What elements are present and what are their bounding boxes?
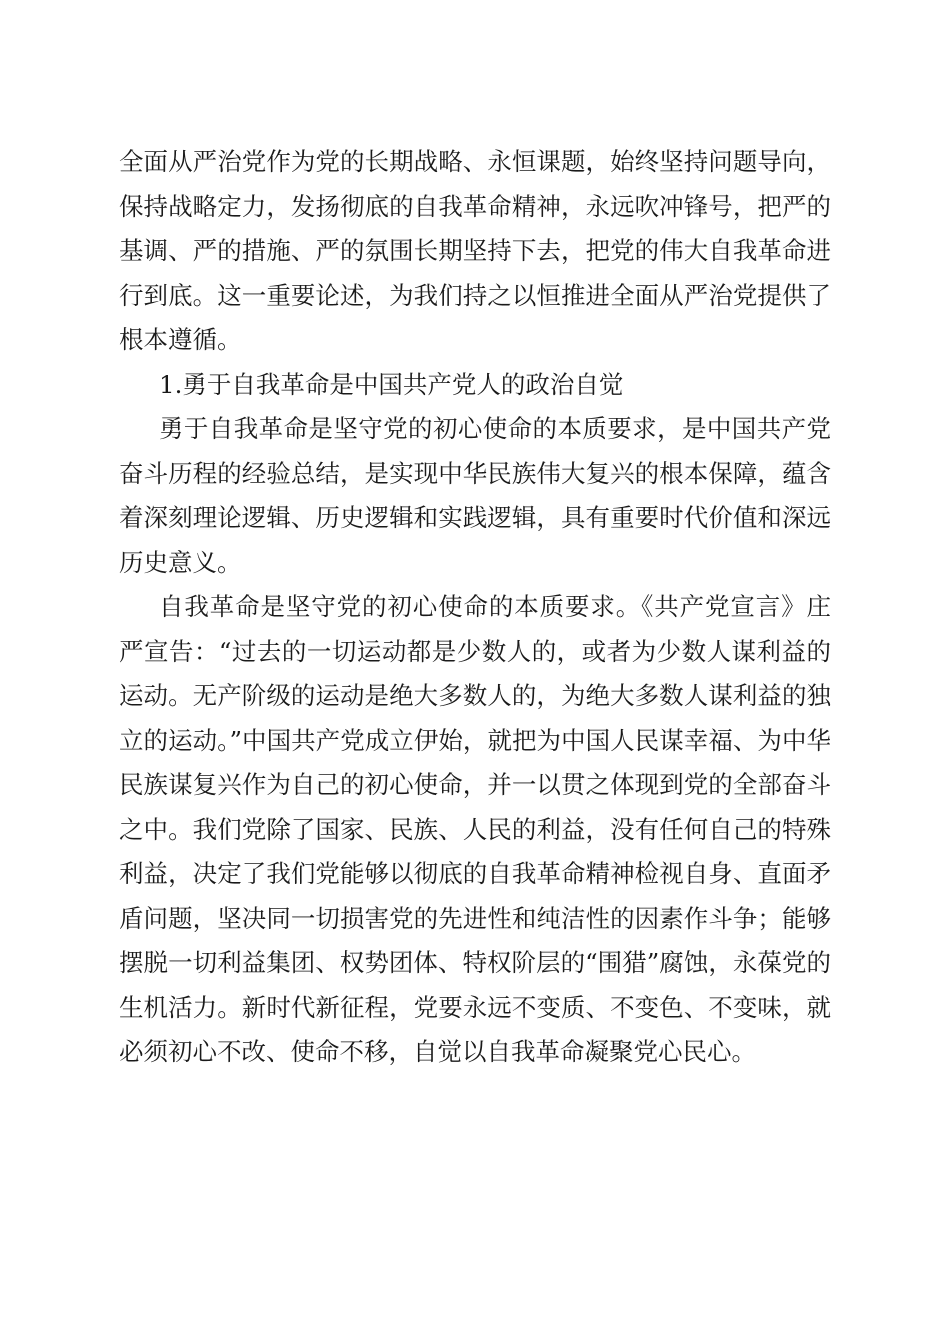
paragraph-intro: 勇于自我革命是坚守党的初心使命的本质要求，是中国共产党奋斗历程的经验总结，是实现中华民族伟大复兴的根本保障，蕴含着深刻理论逻辑、历史逻辑和实践逻辑，具有重要时代价值和深远历史意义。 [119, 414, 831, 577]
paragraph-body: 自我革命是坚守党的初心使命的本质要求。《共产党宣言》庄严宣告：“过去的一切运动都是少数人的，或者为少数人谋利益的运动。无产阶级的运动是绝大多数人的，为绝大多数人谋利益的独立的运动。”中国共产党成立伊始，就把为中国人民谋幸福、为中华民族谋复兴作为自己的初心使命，并一以贯之体现到党的全部奋斗之中。我们党除了国家、民族、人民的利益，没有任何自己的特殊利益，决定了我们党能够以彻底的自我革命精神检视自身、直面矛盾问题，坚决同一切损害党的先进性和纯洁性的因素作斗争；能够摆脱一切利益集团、权势团体、特权阶层的“围猎”腐蚀，永葆党的生机活力。新时代新征程，党要永远不变质、不变色、不变味，就必须初心不改、使命不移，自觉以自我革命凝聚党心民心。 [119, 592, 831, 1066]
paragraph-continued: 全面从严治党作为党的长期战略、永恒课题，始终坚持问题导向，保持战略定力，发扬彻底的自我革命精神，永远吹冲锋号，把严的基调、严的措施、严的氛围长期坚持下去，把党的伟大自我革命进行到底。这一重要论述，为我们持之以恒推进全面从严治党提供了根本遵循。 [119, 147, 831, 354]
document-page [119, 140, 831, 1075]
section-heading: 1.勇于自我革命是中国共产党人的政治自觉 [159, 369, 624, 399]
